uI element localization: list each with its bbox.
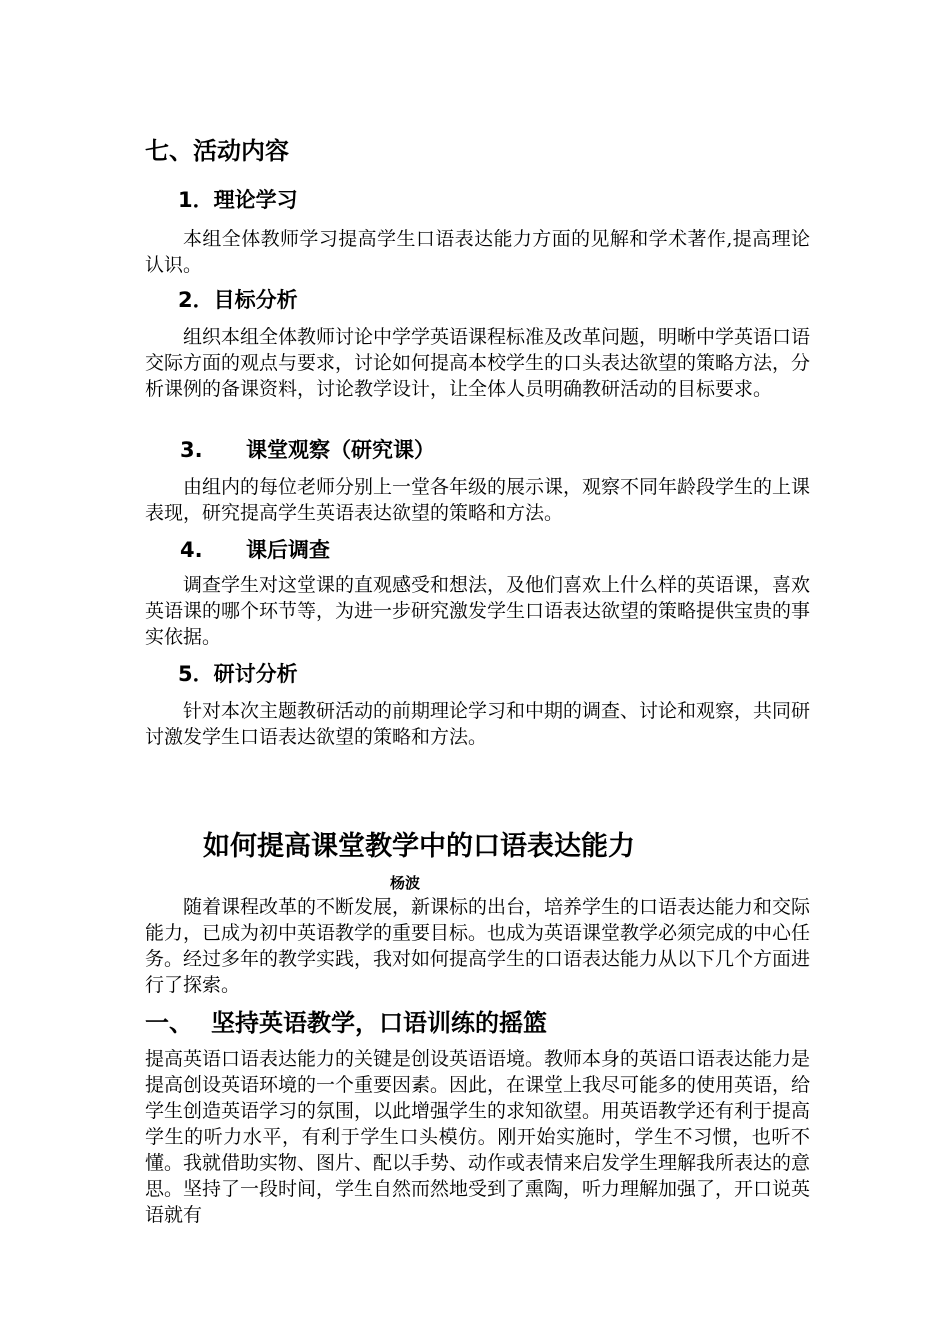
subheading-number: 1． (178, 188, 214, 212)
heading-number: 一、 (145, 1009, 193, 1037)
subheading-number: 4. (180, 538, 203, 562)
article-author: 杨波 (390, 874, 421, 892)
paragraph-class-observation: 由组内的每位老师分别上一堂各年级的展示课，观察不同年龄段学生的上课表现，研究提高学生英语表达欲望的策略和方法。 (145, 476, 811, 524)
article-part1-heading (145, 1008, 547, 1038)
subheading-after-class-survey (180, 536, 330, 564)
subheading-title: 课后调查 (246, 538, 330, 562)
article-part1-paragraph: 提高英语口语表达能力的关键是创设英语语境。教师本身的英语口语表达能力是提高创设英语环境的一个重要因素。因此，在课堂上我尽可能多的使用英语，给学生创造英语学习的氛围，以此增强学生的求知欲望。用英语教学还有利于提高学生的听力水平，有利于学生口头模仿。刚开始实施时，学生不习惯，也听不懂。我就借助实物、图片、配以手势、动作或表情来启发学生理解我所表达的意思。坚持了一段时间，学生自然而然地受到了熏陶，听力理解加强了，开口说英语就有 (145, 1048, 811, 1226)
subheading-number: 5． (178, 662, 214, 686)
article-intro-paragraph: 随着课程改革的不断发展，新课标的出台，培养学生的口语表达能力和交际能力，已成为初中英语教学的重要目标。也成为英语课堂教学必须完成的中心任务。经过多年的教学实践，我对如何提高学生的口语表达能力从以下几个方面进行了探索。 (145, 896, 811, 996)
article-title: 如何提高课堂教学中的口语表达能力 (203, 831, 635, 862)
paragraph-after-class-survey: 调查学生对这堂课的直观感受和想法，及他们喜欢上什么样的英语课，喜欢英语课的哪个环节等，为进一步研究激发学生口语表达欲望的策略提供宝贵的事实依据。 (145, 574, 811, 648)
heading-title: 坚持英语教学，口语训练的摇篮 (211, 1009, 547, 1037)
paragraph-theory-study: 本组全体教师学习提高学生口语表达能力方面的见解和学术著作,提高理论认识。 (145, 228, 810, 276)
section-heading-activities: 七、活动内容 (145, 137, 289, 165)
subheading-class-observation (180, 436, 435, 464)
subheading-discussion-analysis (178, 660, 298, 688)
subheading-goal-analysis (178, 286, 298, 314)
subheading-number: 2． (178, 288, 214, 312)
subheading-number: 3. (180, 438, 203, 462)
subheading-theory-study (178, 186, 298, 214)
subheading-title: 研讨分析 (213, 662, 298, 686)
paragraph-goal-analysis: 组织本组全体教师讨论中学学英语课程标准及改革问题，明晰中学英语口语交际方面的观点与要求，讨论如何提高本校学生的口头表达欲望的策略方法，分析课例的备课资料，讨论教学设计，让全体人员明确教研活动的目标要求。 (145, 326, 811, 400)
paragraph-discussion-analysis: 针对本次主题教研活动的前期理论学习和中期的调查、讨论和观察，共同研讨激发学生口语表达欲望的策略和方法。 (145, 700, 811, 748)
subheading-title: 目标分析 (213, 288, 298, 312)
subheading-title: 理论学习 (213, 188, 298, 212)
subheading-title: 课堂观察（研究课） (246, 438, 435, 462)
